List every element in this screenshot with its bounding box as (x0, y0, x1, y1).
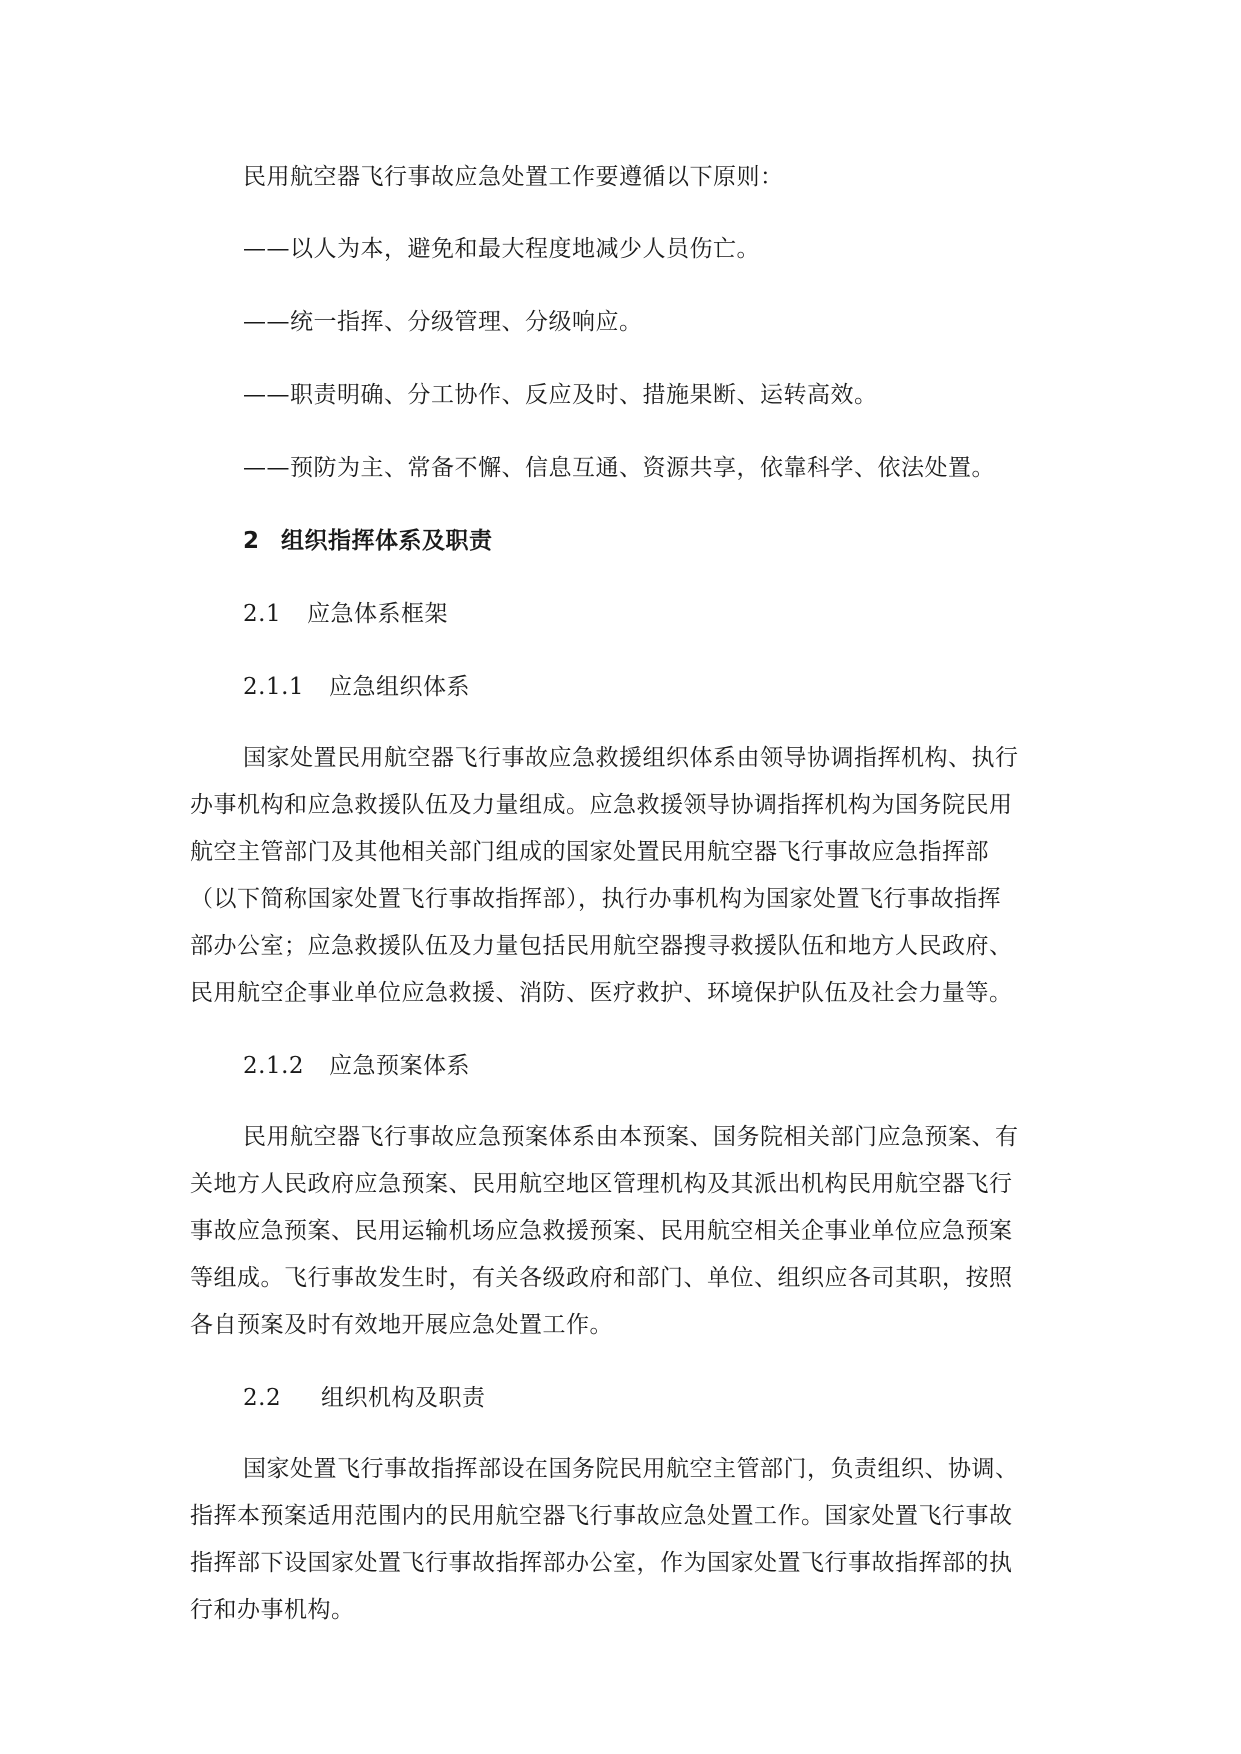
paragraph-line: （以下简称国家处置飞行事故指挥部），执行办事机构为国家处置飞行事故指挥 (190, 886, 1001, 912)
subsection-title: 组织机构及职责 (321, 1385, 486, 1411)
subsection-title: 应急体系框架 (307, 601, 448, 627)
paragraph-line: 办事机构和应急救援队伍及力量组成。应急救援领导协调指挥机构为国务院民用 (190, 792, 1013, 818)
subsection-heading (243, 1381, 486, 1415)
subsubsection-title: 应急组织体系 (329, 674, 470, 700)
subsection-number: 2.2 (243, 1385, 282, 1411)
paragraph-line: 事故应急预案、民用运输机场应急救援预案、民用航空相关企事业单位应急预案 (190, 1218, 1013, 1244)
section-heading (243, 524, 493, 558)
paragraph-line: 指挥部下设国家处置飞行事故指挥部办公室，作为国家处置飞行事故指挥部的执 (190, 1550, 1013, 1576)
subsubsection-title: 应急预案体系 (329, 1053, 470, 1079)
principle-item: ——预防为主、常备不懈、信息互通、资源共享，依靠科学、依法处置。 (243, 455, 995, 481)
section-number: 2 (243, 528, 260, 554)
subsubsection-number: 2.1.2 (243, 1053, 305, 1079)
principle-item: ——职责明确、分工协作、反应及时、措施果断、运转高效。 (243, 382, 878, 408)
principle-item: ——统一指挥、分级管理、分级响应。 (243, 309, 643, 335)
paragraph-line: 等组成。飞行事故发生时，有关各级政府和部门、单位、组织应各司其职，按照 (190, 1265, 1013, 1291)
paragraph-line: 国家处置民用航空器飞行事故应急救援组织体系由领导协调指挥机构、执行 (243, 745, 1019, 771)
subsection-heading (243, 597, 448, 631)
paragraph-line: 民用航空器飞行事故应急预案体系由本预案、国务院相关部门应急预案、有 (243, 1124, 1019, 1150)
principles-intro: 民用航空器飞行事故应急处置工作要遵循以下原则： (243, 164, 784, 190)
paragraph-line: 国家处置飞行事故指挥部设在国务院民用航空主管部门，负责组织、协调、 (243, 1456, 1019, 1482)
paragraph-line: 部办公室；应急救援队伍及力量包括民用航空器搜寻救援队伍和地方人民政府、 (190, 933, 1013, 959)
paragraph-line: 关地方人民政府应急预案、民用航空地区管理机构及其派出机构民用航空器飞行 (190, 1171, 1013, 1197)
paragraph-line: 航空主管部门及其他相关部门组成的国家处置民用航空器飞行事故应急指挥部 (190, 839, 989, 865)
section-title: 组织指挥体系及职责 (281, 528, 493, 554)
paragraph-line: 指挥本预案适用范围内的民用航空器飞行事故应急处置工作。国家处置飞行事故 (190, 1503, 1013, 1529)
paragraph-line: 行和办事机构。 (190, 1597, 355, 1623)
subsubsection-heading (243, 1049, 470, 1083)
paragraph-line: 民用航空企事业单位应急救援、消防、医疗救护、环境保护队伍及社会力量等。 (190, 980, 1013, 1006)
paragraph-line: 各自预案及时有效地开展应急处置工作。 (190, 1312, 613, 1338)
subsubsection-number: 2.1.1 (243, 674, 305, 700)
subsubsection-heading (243, 670, 470, 704)
principle-item: ——以人为本，避免和最大程度地减少人员伤亡。 (243, 236, 760, 262)
subsection-number: 2.1 (243, 601, 282, 627)
